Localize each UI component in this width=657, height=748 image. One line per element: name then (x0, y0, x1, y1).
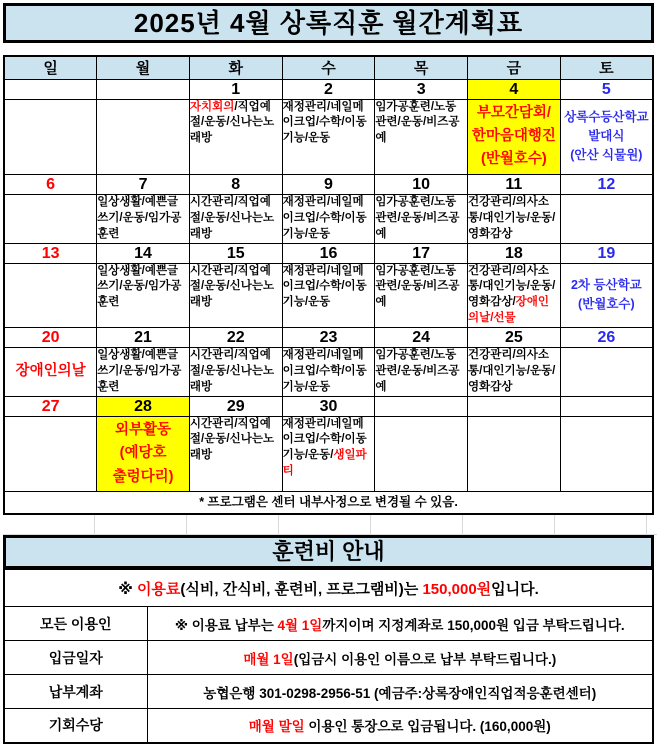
program-text-segment: 외부활동 (115, 421, 172, 438)
date-cell (560, 243, 653, 263)
day-content-cell (97, 263, 190, 327)
calendar-body (4, 79, 653, 514)
program-text-segment: (식비, 간식비, 훈련비, 프로그램비)는 (180, 580, 423, 598)
date-number: 2 (324, 80, 333, 98)
event-line (469, 125, 559, 148)
program-text-segment: (입금시 이용인 이름으로 납부 부탁드립니다.) (293, 651, 557, 667)
weekday-header: 월 (97, 56, 190, 79)
weekday-header: 목 (375, 56, 468, 79)
program-text-segment: 재정관리/네일메이크업/수학/이동기능/운동 (282, 100, 367, 145)
day-content-cell (189, 99, 282, 174)
date-cell (375, 327, 468, 347)
program-text-segment: 재정관리/네일메이크업/수학/이동기능/운동 (282, 195, 367, 240)
date-number: 19 (597, 244, 616, 262)
date-cell (282, 327, 375, 347)
spacer (3, 43, 654, 55)
date-number: 16 (319, 244, 338, 262)
date-cell (189, 396, 282, 416)
program-text-segment: 발대식 (588, 129, 625, 144)
date-cell (189, 327, 282, 347)
date-cell (375, 79, 468, 99)
date-number: 8 (231, 175, 241, 193)
day-content-cell (468, 263, 561, 327)
date-cell (468, 396, 561, 416)
fee-row-value (147, 709, 653, 743)
date-number: 15 (226, 244, 245, 262)
program-text-segment: 임가공훈련/노동관련/운동/비즈공예 (375, 195, 460, 240)
program-text-segment: 매월 말일 (248, 719, 305, 735)
date-number: 17 (412, 244, 431, 262)
date-cell (282, 79, 375, 99)
day-content-cell (282, 263, 375, 327)
day-content-cell (97, 347, 190, 396)
event-line (562, 146, 651, 165)
program-text-segment: /직업예절/운동/신나는노래방 (189, 100, 275, 145)
event-line (562, 276, 651, 295)
date-number: 1 (231, 80, 241, 98)
program-text-segment: 한마음대행진 (471, 127, 556, 144)
date-cell (189, 243, 282, 263)
day-content-cell (282, 194, 375, 243)
sheet-gridlines-gap (3, 515, 657, 535)
fee-row-value (147, 675, 653, 709)
event-line (6, 360, 95, 383)
day-content-cell (4, 99, 97, 174)
date-number: 13 (41, 244, 60, 262)
program-text-segment: 임가공훈련/노동관련/운동/비즈공예 (375, 348, 460, 393)
weekday-header: 일 (4, 56, 97, 79)
day-content-cell (560, 99, 653, 174)
day-content-cell (4, 263, 97, 327)
program-text-segment: 이용료 (136, 580, 181, 598)
date-number: 12 (597, 175, 616, 193)
day-content-cell (468, 347, 561, 396)
date-number: 30 (319, 397, 338, 415)
day-content-cell (375, 263, 468, 327)
day-content-cell (282, 99, 375, 174)
day-content-cell (468, 99, 561, 174)
date-cell (4, 243, 97, 263)
day-content-cell (282, 416, 375, 491)
date-number: 9 (324, 175, 333, 193)
fee-table-body (4, 570, 653, 743)
program-text-segment: 시간관리/직업예절/운동/신나는노래방 (189, 348, 275, 393)
fee-section-title: 훈련비 안내 (3, 535, 654, 569)
program-text-segment: (반월호수) (578, 297, 635, 312)
program-text-segment: 일상생활/예쁜글쓰기/운동/임가공훈련 (97, 348, 182, 393)
day-content-cell (97, 194, 190, 243)
program-text-segment: 150,000원 (422, 580, 492, 598)
program-text-segment: 입니다. (491, 580, 539, 598)
program-text-segment: 임가공훈련/노동관련/운동/비즈공예 (375, 100, 460, 145)
program-text-segment: 재정관리/네일메이크업/수학/이동기능/운동 (282, 348, 367, 393)
program-text-segment: 건강관리/의사소통/대인기능/운동/영화감상 (468, 348, 556, 393)
date-number: 5 (601, 80, 611, 98)
event-line (562, 108, 651, 127)
program-text-segment: 이용인 통장으로 입금됩니다. (160,000원) (304, 719, 551, 735)
program-text-segment: 일상생활/예쁜글쓰기/운동/임가공훈련 (97, 264, 182, 309)
program-text-segment: 상록수등산학교 (564, 109, 649, 124)
program-text-segment: 부모간담회/ (476, 104, 551, 121)
date-cell (4, 79, 97, 99)
date-cell (560, 79, 653, 99)
date-cell (282, 396, 375, 416)
day-content-cell (375, 194, 468, 243)
day-content-cell (560, 416, 653, 491)
date-cell (97, 79, 190, 99)
date-cell (375, 174, 468, 194)
program-text-segment: 출렁다리) (112, 468, 174, 485)
program-text-segment: 2차 등산학교 (570, 277, 642, 292)
date-cell (560, 174, 653, 194)
date-cell (97, 396, 190, 416)
date-number: 7 (138, 175, 148, 193)
day-content-cell (189, 263, 282, 327)
program-text-segment: 4월 1일 (277, 617, 323, 633)
date-cell (4, 396, 97, 416)
program-text-segment: 매월 1일 (243, 651, 294, 667)
event-line (98, 442, 188, 465)
date-number: 18 (504, 244, 523, 262)
date-number: 6 (46, 175, 56, 193)
day-content-cell (468, 194, 561, 243)
day-content-cell (468, 416, 561, 491)
day-content-cell (4, 347, 97, 396)
day-content-cell (189, 347, 282, 396)
program-text-segment: 임가공훈련/노동관련/운동/비즈공예 (375, 264, 460, 309)
program-text-segment: 시간관리/직업예절/운동/신나는노래방 (189, 417, 275, 462)
date-cell (560, 327, 653, 347)
day-content-cell (97, 99, 190, 174)
program-text-segment: (안산 식물원) (570, 148, 643, 163)
program-text-segment: 건강관리/의사소통/대인기능/운동/영화감상/ (468, 264, 556, 309)
event-line (562, 127, 651, 146)
day-content-cell (189, 194, 282, 243)
fee-row-label: 입금일자 (4, 641, 147, 675)
date-cell (282, 174, 375, 194)
date-number: 21 (134, 328, 152, 346)
day-content-cell (375, 99, 468, 174)
date-number: 4 (509, 80, 519, 98)
fee-row-value (147, 607, 653, 641)
fee-table (3, 569, 654, 744)
program-text-segment: 재정관리/네일메이크업/수학/이동기능/운동 (282, 264, 367, 309)
day-content-cell (375, 416, 468, 491)
program-text-segment: 자치회의 (189, 100, 235, 113)
program-text-segment: 장애인의날/선물 (468, 296, 549, 325)
program-text-segment: 농협은행 301-0298-2956-51 (예금주:상록장애인직업적응훈련센터) (203, 685, 597, 701)
calendar-table (3, 55, 654, 515)
date-number: 11 (505, 175, 523, 193)
date-number: 10 (412, 175, 431, 193)
date-cell (189, 79, 282, 99)
date-number: 28 (134, 397, 152, 415)
event-line (98, 419, 188, 442)
date-cell (97, 243, 190, 263)
day-content-cell (560, 263, 653, 327)
weekday-header-row (4, 56, 653, 79)
event-line (469, 148, 559, 171)
date-number: 25 (504, 328, 523, 346)
date-cell (4, 327, 97, 347)
day-content-cell (189, 416, 282, 491)
date-cell (468, 243, 561, 263)
fee-row-label: 납부계좌 (4, 675, 147, 709)
program-text-segment: ※ (118, 580, 137, 598)
page-title: 2025년 4월 상록직훈 월간계획표 (3, 3, 654, 43)
fee-usage-row (4, 570, 653, 607)
fee-row-label: 모든 이용인 (4, 607, 147, 641)
date-cell (468, 174, 561, 194)
date-cell (4, 174, 97, 194)
program-text-segment: 시간관리/직업예절/운동/신나는노래방 (189, 195, 275, 240)
day-content-cell (282, 347, 375, 396)
program-text-segment: 시간관리/직업예절/운동/신나는노래방 (189, 264, 275, 309)
date-cell (468, 327, 561, 347)
program-change-note: * 프로그램은 센터 내부사정으로 변경될 수 있음. (4, 492, 653, 515)
day-content-cell (4, 416, 97, 491)
day-content-cell (375, 347, 468, 396)
date-cell (97, 174, 190, 194)
fee-row-value (147, 641, 653, 675)
date-cell (560, 396, 653, 416)
program-text-segment: 일상생활/예쁜글쓰기/운동/임가공훈련 (97, 195, 182, 240)
program-text-segment: ※ 이용료 납부는 (174, 617, 278, 633)
date-cell (97, 327, 190, 347)
day-content-cell (97, 416, 190, 491)
date-cell (282, 243, 375, 263)
program-text-segment: (예당호 (119, 445, 167, 462)
day-content-cell (560, 194, 653, 243)
program-text-segment: 생일파티 (282, 449, 367, 478)
event-line (98, 466, 188, 489)
date-number: 29 (226, 397, 245, 415)
date-number: 26 (597, 328, 616, 346)
day-content-cell (560, 347, 653, 396)
date-cell (375, 396, 468, 416)
date-number: 3 (416, 80, 426, 98)
weekday-header: 토 (560, 56, 653, 79)
program-text-segment: 재정관리/네일메이크업/수학/이동기능/운동/ (282, 417, 367, 462)
date-cell (468, 79, 561, 99)
date-number: 23 (319, 328, 338, 346)
date-number: 27 (41, 397, 60, 415)
date-number: 14 (134, 244, 152, 262)
weekday-header: 수 (282, 56, 375, 79)
date-number: 22 (226, 328, 245, 346)
date-number: 24 (412, 328, 431, 346)
date-number: 20 (41, 328, 60, 346)
date-cell (375, 243, 468, 263)
date-cell (189, 174, 282, 194)
program-text-segment: 까지이며 지정계좌로 150,000원 입금 부탁드립니다. (322, 617, 625, 633)
program-text-segment: (반월호수) (481, 151, 547, 168)
fee-row-label: 기회수당 (4, 709, 147, 743)
event-line (469, 102, 559, 125)
day-content-cell (4, 194, 97, 243)
weekday-header: 금 (468, 56, 561, 79)
event-line (562, 295, 651, 314)
program-text-segment: 장애인의날 (15, 363, 86, 380)
weekday-header: 화 (189, 56, 282, 79)
program-text-segment: 건강관리/의사소통/대인기능/운동/영화감상 (468, 195, 556, 240)
